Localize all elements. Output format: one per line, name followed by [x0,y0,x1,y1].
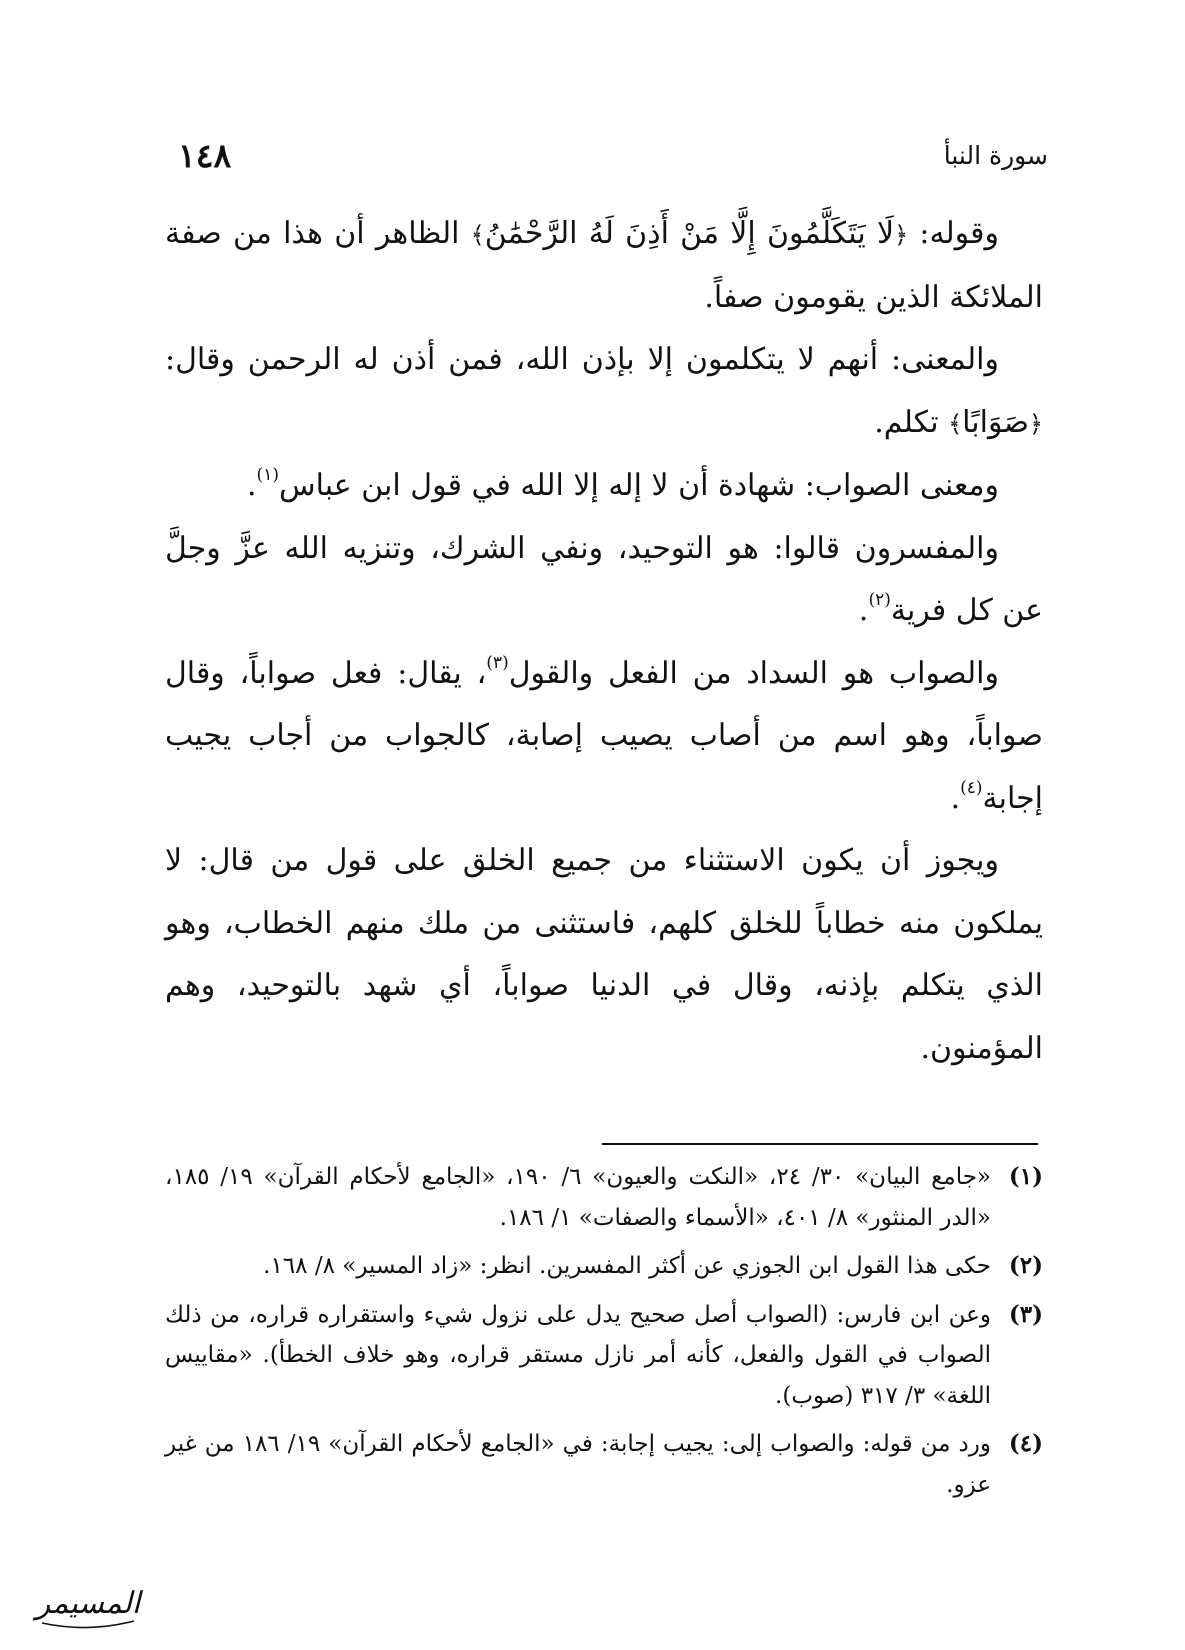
quran-verse: صَوَابًا [962,404,1029,440]
paragraph-4: والمفسرون قالوا: هو التوحيد، ونفي الشرك، وتنزيه الله عزَّ وجلَّ عن كل فرية$^{(٢)}$. [165,530,1043,628]
footnote-ref[interactable]: (٢) [868,590,891,610]
paragraph-3: ومعنى الصواب: شهادة أن لا إله إلا الله في قول ابن عباس$^{(١)}$. [247,465,999,503]
footnote-number: (٤) [1008,1430,1043,1457]
quran-bracket-close-icon: ﴾ [948,409,963,438]
quran-bracket-open-icon: ﴿ [1028,409,1043,438]
paragraph-2: والمعنى: أنهم لا يتكلمون إلا بإذن الله، فمن أذن له الرحمن وقال: ﴿صَوَابًا﴾ تكلم. [165,342,1043,440]
footnote-4 [165,1424,1043,1505]
logo-underline [42,1621,134,1628]
footnote-ref[interactable]: (١) [256,465,279,485]
footnote-divider [602,1143,1038,1145]
footnote-number: (٣) [1008,1300,1043,1328]
publisher-logo-icon [30,1575,145,1635]
paragraph-6: ويجوز أن يكون الاستثناء من جميع الخلق على قول من قال: لا يملكون منه خطاباً للخلق كلهم، فاستثنى من ملك منهم الخطاب، وهو الذي يتكلم بإذنه، وقال في الدنيا صواباً، أي شهد بالتوحيد، وهم المؤمنون. [165,843,1043,1066]
paragraph-5: والصواب هو السداد من الفعل والقول$^{(٣)}$، يقال: فعل صواباً، وقال صواباً، وهو اسم من أصاب يصيب إصابة، كالجواب من أجاب يجيب إجابة$^{(٤)}$. [165,652,1043,816]
footnote-1 [165,1157,1043,1238]
footnote-ref[interactable]: (٤) [960,777,983,798]
footnote-number: (٢) [1008,1252,1043,1279]
footnote-text: ورد من قوله: والصواب إلى: يجيب إجابة: في «الجامع لأحكام القرآن» ١٩/ ١٨٦ من غير عزو. [165,1431,991,1498]
quran-bracket-open-icon: ﴿ [894,221,909,249]
footnote-2 [165,1246,1043,1287]
quran-bracket-close-icon: ﴾ [470,221,485,249]
footnote-number: (١) [1008,1163,1043,1190]
footnotes [165,1157,1043,1513]
page-number: ١٤٨ [178,135,232,175]
paragraph-1: وقوله: ﴿لَا يَتَكَلَّمُونَ إِلَّا مَنْ أَذِنَ لَهُ الرَّحْمَٰنُ﴾ الظاهر أن هذا من صفة الملائكة الذين يقومون صفاً. [165,216,1043,315]
running-head [178,125,1048,185]
surah-title: سورة النبأ [943,140,1048,170]
quran-verse: لَا يَتَكَلَّمُونَ إِلَّا مَنْ أَذِنَ لَهُ الرَّحْمَٰنُ [484,216,895,251]
main-text [165,203,1043,1080]
footnote-text: حكى هذا القول ابن الجوزي عن أكثر المفسرين. انظر: «زاد المسير» ٨/ ١٦٨. [263,1253,991,1279]
footnote-text: وعن ابن فارس: (الصواب أصل صحيح يدل على نزول شيء واستقراره قراره، من ذلك الصواب في القول والفعل، كأنه أمر نازل مستقر قراره، وهو خلاف الخطأ). «مقاييس اللغة» ٣/ ٣١٧ (صوب). [165,1301,991,1409]
logo-calligraphy: المسيمر [35,1586,141,1621]
footnote-text: «جامع البيان» ٣٠/ ٢٤، «النكت والعيون» ٦/ ١٩٠، «الجامع لأحكام القرآن» ١٩/ ١٨٥، «الدر المنثور» ٨/ ٤٠١، «الأسماء والصفات» ١/ ١٨٦. [165,1164,991,1231]
footnote-ref[interactable]: (٣) [486,652,509,673]
footnote-3 [165,1295,1043,1417]
